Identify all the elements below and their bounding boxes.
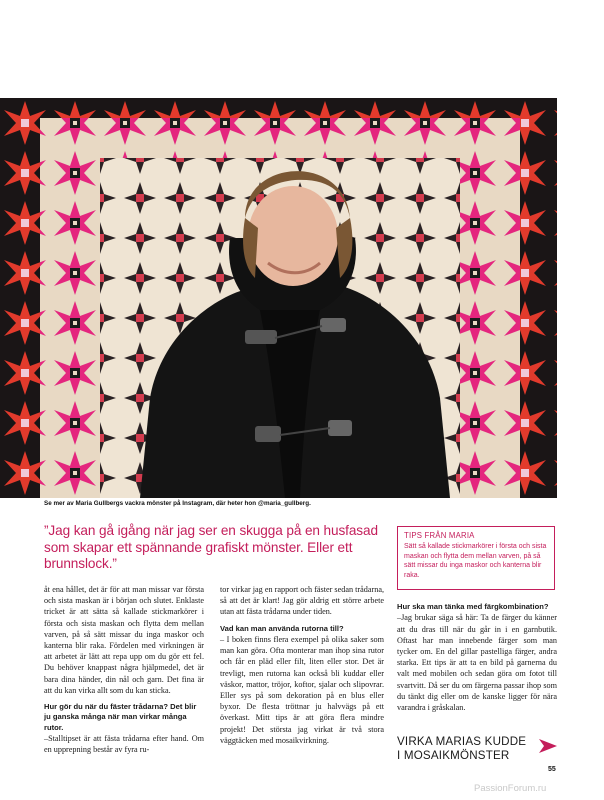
question-heading: Hur gör du när du fäster trådarna? Det blir ju ganska många när man virkar många rutor. xyxy=(44,702,197,732)
page-number: 55 xyxy=(548,766,556,773)
pattern-teaser[interactable] xyxy=(397,735,537,762)
paragraph: tor virkar jag en rapport och fäster sedan trådarna, så att det är klart! Jag gör aldrig ett större arbete utan att fästa trådarna under tiden. xyxy=(220,585,384,617)
arrow-right-icon[interactable] xyxy=(539,739,557,753)
portrait-photo xyxy=(0,98,557,498)
paragraph: –Stalltipset är att fästa trådarna efter hand. Om en upprepning består av fyra ru- xyxy=(44,734,204,755)
paragraph: –Jag brukar säga så här: Ta de färger du känner att du dras till när du går in i en garnbutik. Oftast har man innebende färger som man tycker om. En del gillar pastelliga färger, andra starka. Ett tips är att ta en bild på garnerna du valt med mobilen och sedan göra om fotot till svartvitt. Då ser du om färgerna passar ihop som du tänkt dig eller om de kanske ligger för nära varandra i gråskalan. xyxy=(397,613,557,713)
paragraph: – I boken finns flera exempel på olika saker som man kan göra. Ofta monterar man ihop sina rutor och får en pläd eller filt, liten eller stor. Det är trevligt, men rutorna kan också bli kuddar eller väskor, mattor, tröjor, koftor, sjalar och slipovrar. Eller sys på som dekoration på en blus eller byxor. De flesta tröttnar ju halvvägs på ett överkast. Mitt tips är att göra flera mindre projekt! Det största jag virkat är två stora väggtäcken med mosaikvirkning. xyxy=(220,635,384,745)
article-column-2 xyxy=(220,584,384,746)
question-heading: Hur ska man tänka med färgkombination? xyxy=(397,602,549,611)
photo-caption: Se mer av Maria Gullbergs vackra mönster på Instagram, där heter hon @maria_gullberg. xyxy=(44,500,311,507)
teaser-line-1: VIRKA MARIAS KUDDE xyxy=(397,735,527,748)
question-heading: Vad kan man använda rutorna till? xyxy=(220,623,344,633)
watermark: PassionForum.ru xyxy=(474,783,547,794)
tips-title: TIPS FRÅN MARIA xyxy=(404,531,475,540)
teaser-line-2: I MOSAIKMÖNSTER xyxy=(397,748,510,762)
tips-body: Sätt så kallade stickmarkörer i första och sista maskan och flytta dem mellan varven, på så sätt missar du inga maskor och kanterna blir raka. xyxy=(404,543,547,579)
tips-box xyxy=(397,526,555,590)
article-column-3 xyxy=(397,602,557,713)
article-column-1 xyxy=(44,584,204,756)
paragraph: åt ena hållet, det är för att man missar var första och sista maskan är i början och slutet. Enklaste tricket är att sätta så kallade stickmarkörer i första och sista maskan och flytta dem mellan varven, på så sätt missar du inga maskor och kanterna blir raka. Fördelen med virkningen är att arbetet är lätt att repa upp om du gör ett fel. Du behöver knappast några hjälpmedel, det är bara dina händer, din nål och garn. Det fina är att du kan virka allt som du kan sticka. xyxy=(44,585,204,695)
pull-quote: ”Jag kan gå igång när jag ser en skugga på en husfasad som skapar ett spännande grafiskt mönster. Eller ett brunnslock.” xyxy=(44,523,378,571)
